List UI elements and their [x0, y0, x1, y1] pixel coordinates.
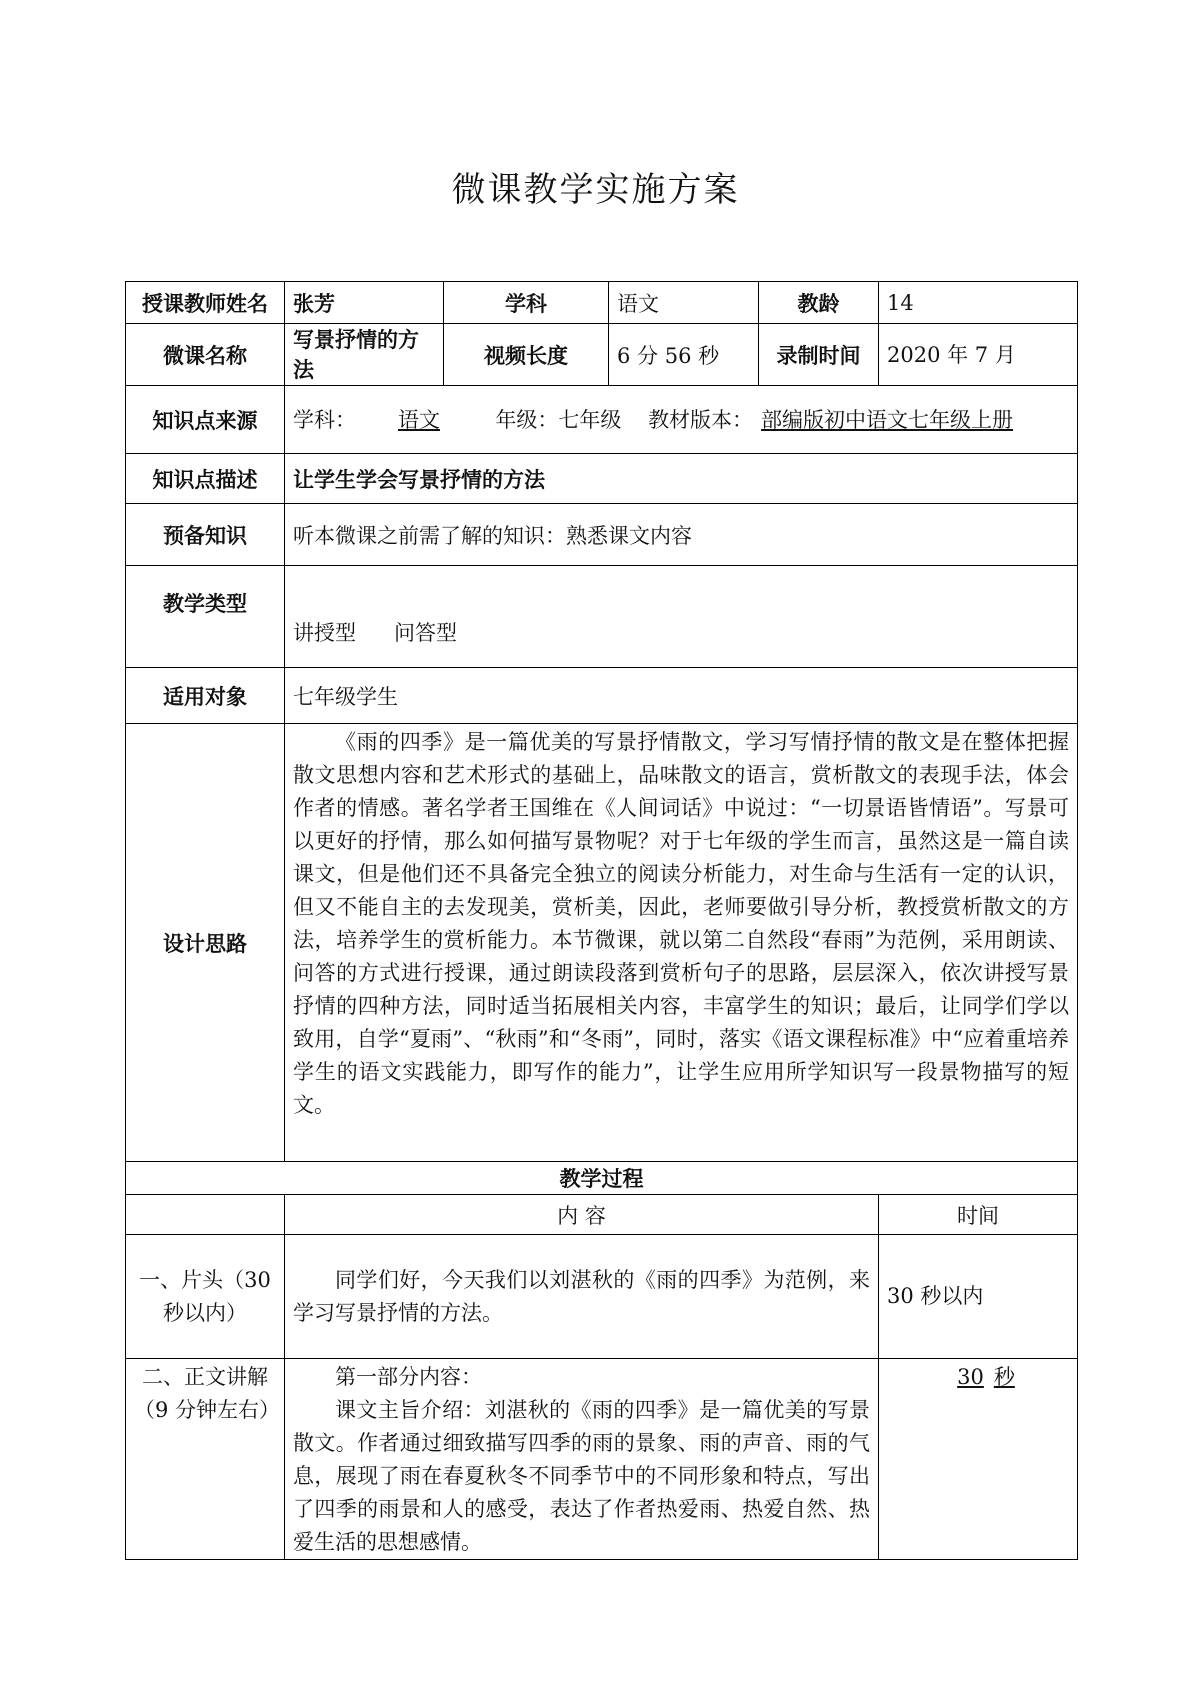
video-length-value: 6 分 56 秒 — [609, 324, 759, 386]
subject-value: 语文 — [609, 282, 759, 324]
course-name-label: 微课名称 — [126, 324, 285, 386]
process-header: 教学过程 — [126, 1162, 1078, 1195]
source-subject: 语文 — [398, 407, 440, 432]
stage-main-time-value: 30 — [957, 1365, 984, 1389]
course-name-value: 写景抒情的方法 — [285, 324, 444, 386]
teacher-value: 张芳 — [285, 282, 444, 324]
source-edition: 部编版初中语文七年级上册 — [761, 407, 1014, 432]
teaching-type-value — [285, 566, 1078, 668]
stage-intro: 一、片头（30 秒以内） — [126, 1235, 285, 1359]
source-edition-prefix: 教材版本： — [648, 407, 754, 432]
subject-label: 学科 — [444, 282, 609, 324]
teacher-label: 授课教师姓名 — [126, 282, 285, 324]
source-grade-prefix: 年级： — [495, 407, 559, 432]
desc-label: 知识点描述 — [126, 454, 285, 504]
stage-intro-content-cell — [285, 1235, 879, 1359]
teaching-age-label: 教龄 — [759, 282, 879, 324]
teaching-age-value: 14 — [879, 282, 1078, 324]
source-label: 知识点来源 — [126, 386, 285, 454]
prior-knowledge-value: 听本微课之前需了解的知识：熟悉课文内容 — [285, 504, 1078, 566]
target-value: 七年级学生 — [285, 668, 1078, 724]
process-stage-header — [126, 1195, 285, 1235]
record-time-value: 2020 年 7 月 — [879, 324, 1078, 386]
stage-main-time-unit: 秒 — [993, 1365, 1015, 1389]
source-value — [285, 386, 1078, 454]
stage-main-content-cell — [285, 1359, 879, 1560]
design-label: 设计思路 — [126, 724, 285, 1162]
stage-main: 二、正文讲解（9 分钟左右） — [126, 1359, 285, 1560]
source-grade: 七年级 — [558, 407, 622, 432]
page-title: 微课教学实施方案 — [451, 170, 740, 210]
stage-intro-content: 同学们好，今天我们以刘湛秋的《雨的四季》为范例，来学习写景抒情的方法。 — [293, 1267, 870, 1325]
process-time-header: 时间 — [879, 1195, 1078, 1235]
stage-intro-time: 30 秒以内 — [879, 1235, 1078, 1359]
record-time-label: 录制时间 — [759, 324, 879, 386]
teaching-type-label: 教学类型 — [126, 566, 285, 668]
teaching-type-1: 讲授型 — [293, 620, 356, 645]
design-cell — [285, 724, 1078, 1162]
plan-table — [125, 281, 1078, 1560]
video-length-label: 视频长度 — [444, 324, 609, 386]
source-subject-prefix: 学科： — [293, 407, 356, 432]
teaching-type-2: 问答型 — [394, 620, 457, 645]
stage-main-content: 课文主旨介绍：刘湛秋的《雨的四季》是一篇优美的写景散文。作者通过细致描写四季的雨的景象、雨的声音、雨的气息，展现了雨在春夏秋冬不同季节中的不同形象和特点，写出了四季的雨景和人的感受，表达了作者热爱雨、热爱自然、热爱生活的思想感情。 — [293, 1398, 870, 1554]
stage-main-time — [879, 1359, 1078, 1560]
desc-value: 让学生学会写景抒情的方法 — [285, 454, 1078, 504]
target-label: 适用对象 — [126, 668, 285, 724]
process-content-header: 内 容 — [285, 1195, 879, 1235]
stage-main-content-title: 第一部分内容： — [335, 1365, 482, 1389]
design-text: 《雨的四季》是一篇优美的写景抒情散文，学习写情抒情的散文是在整体把握散文思想内容和艺术形式的基础上，品味散文的语言，赏析散文的表现手法，体会作者的情感。著名学者王国维在《人间词话》中说过：“一切景语皆情语”。写景可以更好的抒情，那么如何描写景物呢？对于七年级的学生而言，虽然这是一篇自读课文，但是他们还不具备完全独立的阅读分析能力，对生命与生活有一定的认识，但又不能自主的去发现美，赏析美，因此，老师要做引导分析，教授赏析散文的方法，培养学生的赏析能力。本节微课，就以第二自然段“春雨”为范例，采用朗读、问答的方式进行授课，通过朗读段落到赏析句子的思路，层层深入，依次讲授写景抒情的四种方法，同时适当拓展相关内容，丰富学生的知识；最后，让同学们学以致用，自学“夏雨”、“秋雨”和“冬雨”，同时，落实《语文课程标准》中“应着重培养学生的语文实践能力，即写作的能力”，让学生应用所学知识写一段景物描写的短文。 — [293, 730, 1069, 1117]
prior-knowledge-label: 预备知识 — [126, 504, 285, 566]
